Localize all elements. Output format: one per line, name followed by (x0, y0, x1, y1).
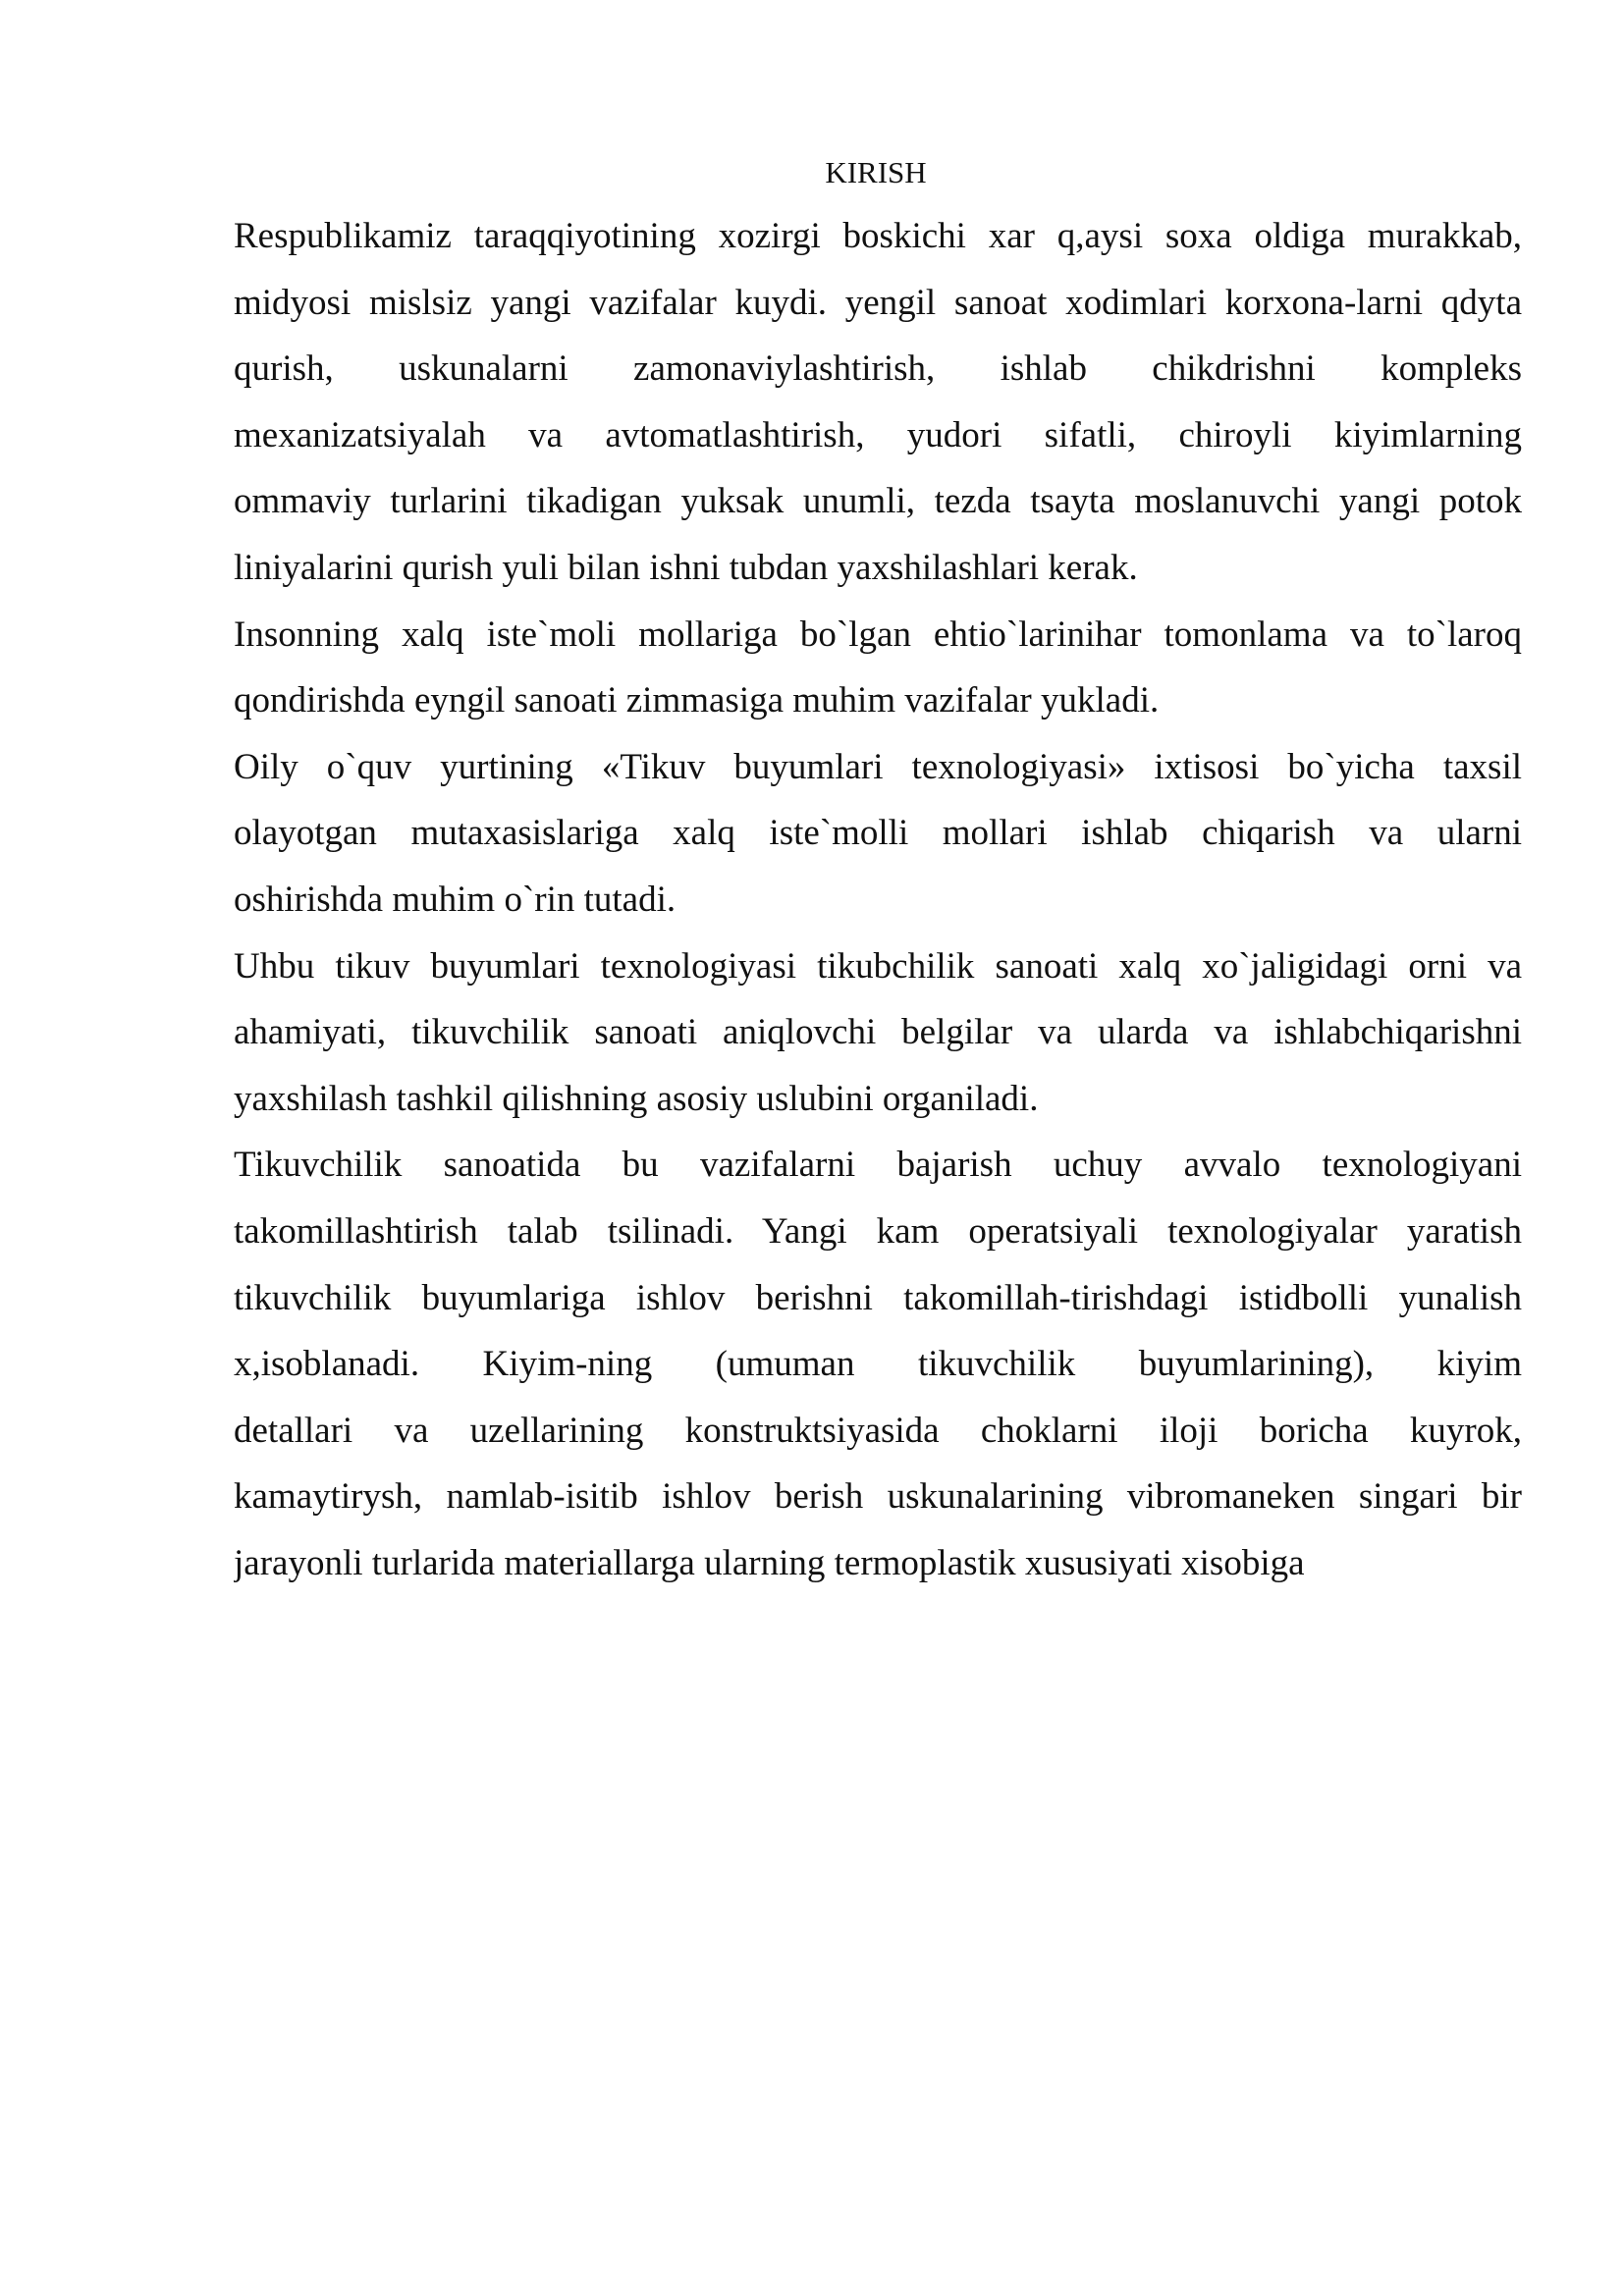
text-line: kamaytirysh, namlab-isitib ishlov berish uskunalarining vibromaneken singari bir (234, 1476, 1522, 1518)
text-line: tikuvchilik buyumlariga ishlov berishni takomillah-tirishdagi istidbolli yunalish (234, 1277, 1522, 1318)
text-line: qurish, uskunalarni zamonaviylashtirish, ishlab chikdrishni kompleks (234, 348, 1522, 390)
text-line: detallari va uzellarining konstruktsiyasida choklarni iloji boricha kuyrok, (234, 1410, 1522, 1451)
text-line: mexanizatsiyalah va avtomatlashtirish, yudori sifatli, chiroyli kiyimlarning (234, 414, 1522, 455)
text-line: ommaviy turlarini tikadigan yuksak unumli, tezda tsayta moslanuvchi yangi potok (234, 481, 1522, 522)
text-line: qondirishda eyngil sanoati zimmasiga muhim vazifalar yukladi. (234, 680, 1160, 721)
text-line: yaxshilash tashkil qilishning asosiy uslubini organiladi. (234, 1078, 1039, 1119)
text-line: Tikuvchilik sanoatida bu vazifalarni bajarish uchuy avvalo texnologiyani (234, 1145, 1522, 1186)
text-line: midyosi mislsiz yangi vazifalar kuydi. yengil sanoat xodimlari korxona-larni qdyta (234, 282, 1522, 323)
text-line: jarayonli turlarida materiallarga ularning termoplastik xususiyati xisobiga (234, 1542, 1305, 1583)
text-line: x,isoblanadi. Kiyim-ning (umuman tikuvchilik buyumlarining), kiyim (234, 1344, 1522, 1385)
text-line: Respublikamiz taraqqiyotining xozirgi boskichi xar q,aysi soxa oldiga murakkab, (234, 216, 1522, 256)
text-line: ahamiyati, tikuvchilik sanoati aniqlovchi belgilar va ularda va ishlabchiqarishni (234, 1012, 1522, 1053)
text-line: Oily o`quv yurtining «Tikuv buyumlari texnologiyasi» ixtisosi bo`yicha taxsil (234, 746, 1522, 787)
text-line: Insonning xalq iste`moli mollariga bo`lgan ehtio`larinihar tomonlama va to`laroq (234, 614, 1522, 655)
text-line: takomillashtirish talab tsilinadi. Yangi kam operatsiyali texnologiyalar yaratish (234, 1210, 1522, 1252)
document-body (234, 203, 1522, 1596)
text-line: Uhbu tikuv buyumlari texnologiyasi tikubchilik sanoati xalq xo`jaligidagi orni va (234, 945, 1522, 987)
page-title: KIRISH (825, 155, 927, 189)
text-line: oshirishda muhim o`rin tutadi. (234, 879, 677, 920)
text-line: liniyalarini qurish yuli bilan ishni tubdan yaxshilashlari kerak. (234, 547, 1138, 588)
text-line: olayotgan mutaxasislariga xalq iste`molli mollari ishlab chiqarish va ularni (234, 813, 1522, 854)
